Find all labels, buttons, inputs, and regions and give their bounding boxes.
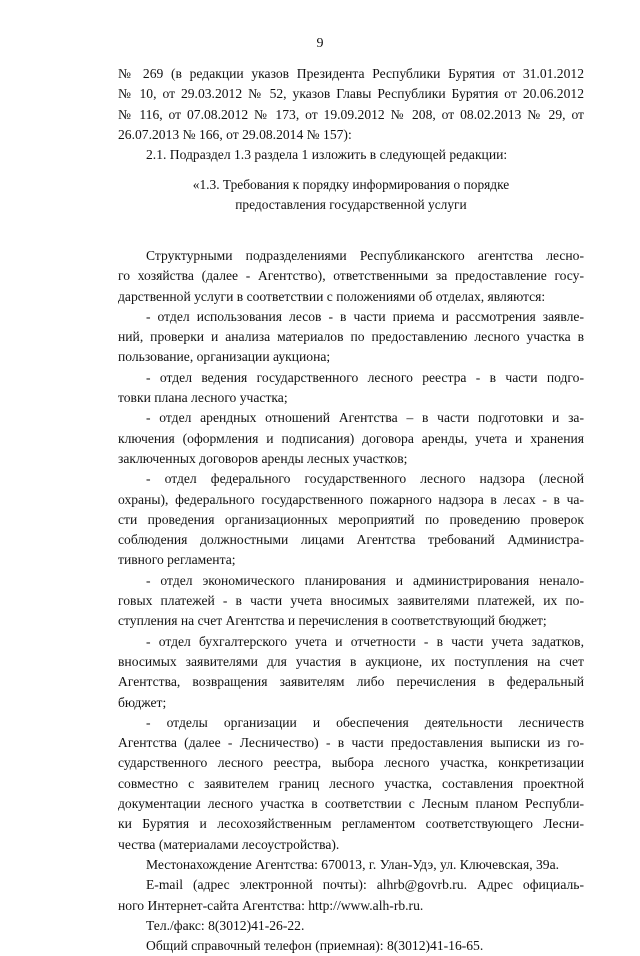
page-number: 9 [316,36,324,51]
text-line: - отдел арендных отношений Агентства – в части подготовки и за- [146,410,584,426]
intro-paragraph [118,64,584,165]
text-line: вносимых заявителями для участия в аукционе, их поступления на счет [118,653,584,669]
text-line: ний, проверки и анализа материалов по предоставлению лесного участка в [118,329,584,345]
text-line: Агентства (далее - Лесничество) - в части предоставления выписки из го- [118,735,584,751]
address-line: Местонахождение Агентства: 670013, г. Улан-Удэ, ул. Ключевская, 39а. [146,856,560,872]
phone-fax-line: Тел./факс: 8(3012)41-26-22. [146,917,305,933]
text-line: - отдел экономического планирования и администрирования неналo- [146,572,584,588]
instruction-line: 2.1. Подраздел 1.3 раздела 1 изложить в следующей редакции: [146,147,508,163]
text-line: сти проведения организационных мероприятий по проведению проверок [118,511,584,527]
text-line: № 269 (в редакции указов Президента Республики Бурятия от 31.01.2012 [118,66,584,81]
text-line: совместно с заявителем границ лесного участка, составления проектной [118,775,584,791]
text-line: - отдел федерального государственного лесного надзора (лесной [146,471,584,487]
text-line: дарственной услуги в соответствии с положениями об отделах, являются: [118,288,546,304]
text-line: товки плана лесного участка; [118,390,288,406]
section-body [118,246,584,956]
text-line: охраны), федерального государственного пожарного надзора в лесах - в ча- [118,491,584,507]
text-line: - отдел бухгалтерского учета и отчетности - в части учета задатков, [146,633,584,649]
heading-line: предоставления государственной услуги [235,197,467,213]
website-line: ного Интернет-сайта Агентства: http://www.alh-rb.ru. [118,897,424,913]
text-line: тивного регламента; [118,552,236,568]
text-line: документации лесного участка в соответствии с Лесным планом Республи- [118,796,584,812]
text-line: № 10, от 29.03.2012 № 52, указов Главы Республики Бурятия от 20.06.2012 [118,86,584,102]
text-line: Агентства, возвращения заявителям либо перечисления в федеральный [118,674,584,690]
text-line: го хозяйства (далее - Агентство), ответственными за предоставление госу- [118,268,584,284]
text-line: пользование, организации аукциона; [118,349,331,365]
text-line: № 116, от 07.08.2012 № 173, от 19.09.2012 № 208, от 08.02.2013 № 29, от [118,106,584,122]
text-line: ступления на счет Агентства и перечисления в соответствующий бюджет; [118,613,547,629]
text-line: соблюдения должностными лицами Агентства требований Администра- [118,532,584,548]
text-line: 26.07.2013 № 166, от 29.08.2014 № 157): [118,126,352,142]
text-line: Структурными подразделениями Республиканского агентства лесно- [146,248,584,263]
text-line: чества (материалами лесоустройства). [118,836,340,852]
text-line: говых платежей - в части учета вносимых заявителями платежей, их по- [118,593,584,609]
text-line: ключения (оформления и подписания) договора аренды, учета и хранения [118,430,584,446]
text-line: ки Бурятия и лесохозяйственным регламентом соответствующего Лесни- [118,816,584,832]
text-line: - отдел использования лесов - в части приема и рассмотрения заявле- [146,308,584,324]
section-heading [118,175,584,216]
email-line: E-mail (адрес электронной почты): alhrb@govrb.ru. Адрес официаль- [146,877,584,893]
reception-phone-line: Общий справочный телефон (приемная): 8(3012)41-16-65. [146,938,484,954]
heading-line: «1.3. Требования к порядку информирования о порядке [192,177,510,192]
text-line: - отдел ведения государственного лесного реестра - в части подго- [146,369,584,385]
text-line: бюджет; [118,694,167,710]
text-line: - отделы организации и обеспечения деятельности лесничеств [146,714,584,730]
text-line: заключенных договоров аренды лесных участков; [118,450,408,466]
text-line: сударственного лесного реестра, выбора лесного участка, конкретизации [118,755,584,771]
